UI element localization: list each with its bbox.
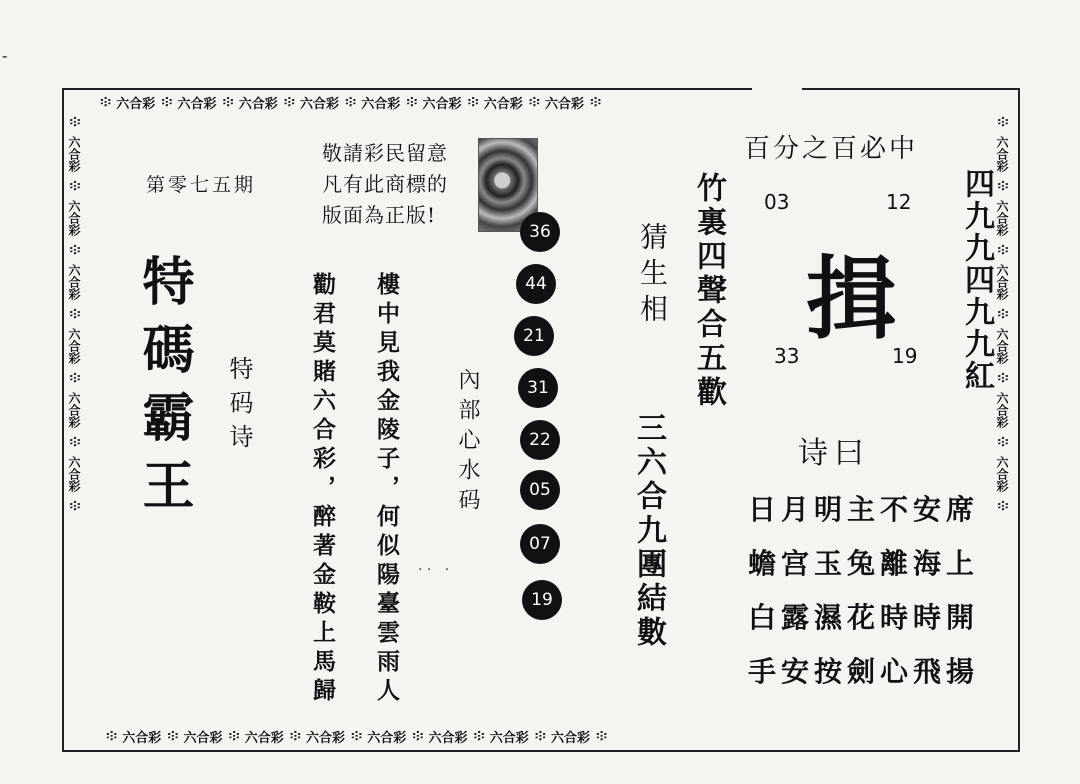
inner-tip-label: 內部心水码 — [455, 368, 480, 518]
brand-mark: 六合彩 — [67, 392, 81, 428]
ornament-icon: ፨ — [106, 726, 117, 745]
ornament-icon: ፨ — [69, 368, 80, 387]
poem-line: 白露濕花時時開 — [748, 601, 980, 634]
notice-line: 版面為正版! — [322, 203, 437, 227]
number-ball: 22 — [520, 420, 560, 460]
ornament-icon: ፨ — [69, 496, 80, 515]
poem-column-2: 樓中見我金陵子，何似陽臺雲雨人 — [373, 272, 400, 707]
poem-label: 特码诗 — [225, 356, 253, 458]
ornament-icon: ፨ — [534, 726, 545, 745]
ornament-icon: ፨ — [412, 726, 423, 745]
ornament-icon: ፨ — [596, 726, 607, 745]
number-ball: 21 — [514, 316, 554, 356]
ornament-icon: ፨ — [69, 432, 80, 451]
ornament-icon: ፨ — [997, 432, 1008, 451]
brand-mark: 六合彩 — [67, 456, 81, 492]
ornament-icon: ፨ — [69, 304, 80, 323]
page-title: 特碼霸王 — [133, 254, 194, 526]
brand-mark: 六合彩 — [995, 392, 1009, 428]
ornament-icon: ፨ — [283, 92, 294, 111]
number-ball: 19 — [522, 580, 562, 620]
number-ball: 07 — [520, 524, 560, 564]
authenticity-notice — [322, 138, 448, 231]
brand-mark: 六合彩 — [483, 96, 523, 112]
ornament-icon: ፨ — [100, 92, 111, 111]
corner-number-bl: 33 — [774, 344, 800, 368]
brand-mark: 六合彩 — [67, 264, 81, 300]
ornament-icon: ፨ — [69, 240, 80, 259]
ornament-icon: ፨ — [345, 92, 356, 111]
feature-character: 揖 — [806, 246, 896, 352]
corner-number-br: 19 — [892, 344, 918, 368]
ornament-icon: ፨ — [167, 726, 178, 745]
ornament-icon: ፨ — [406, 92, 417, 111]
riddle-text: 竹裏四聲合五歡 — [691, 172, 726, 410]
guess-zodiac-label: 猜生相 — [636, 222, 669, 330]
left-border — [66, 112, 83, 516]
brand-mark: 六合彩 — [238, 96, 278, 112]
brand-mark: 六合彩 — [995, 264, 1009, 300]
ornament-icon: ፨ — [69, 112, 80, 131]
brand-mark: 六合彩 — [995, 200, 1009, 236]
ornament-icon: ፨ — [997, 240, 1008, 259]
brand-mark: 六合彩 — [67, 328, 81, 364]
brand-mark: 六合彩 — [244, 730, 284, 746]
number-ball: 05 — [520, 470, 560, 510]
ornament-icon: ፨ — [467, 92, 478, 111]
brand-mark: 六合彩 — [67, 200, 81, 236]
headline: 百分之百必中 — [744, 134, 919, 164]
brand-mark: 六合彩 — [183, 730, 223, 746]
brand-mark: 六合彩 — [305, 730, 345, 746]
ornament-icon: ፨ — [228, 726, 239, 745]
bottom-border — [106, 726, 606, 746]
issue-number: 第零七五期 — [146, 174, 257, 196]
frame-gap — [752, 82, 802, 94]
side-slogan: 四九九四九九紅 — [959, 168, 994, 392]
brand-mark: 六合彩 — [299, 96, 339, 112]
brand-mark: 六合彩 — [995, 136, 1009, 172]
ornament-icon: ፨ — [289, 726, 300, 745]
brand-mark: 六合彩 — [116, 96, 156, 112]
ornament-icon: ፨ — [351, 726, 362, 745]
ornament-icon: ፨ — [590, 92, 601, 111]
margin-mark: - — [2, 46, 8, 65]
brand-mark: 六合彩 — [544, 96, 584, 112]
brand-mark: 六合彩 — [367, 730, 407, 746]
notice-line: 凡有此商標的 — [322, 172, 448, 196]
brand-mark: 六合彩 — [489, 730, 529, 746]
corner-number-tr: 12 — [886, 190, 912, 214]
poem-heading: 诗曰 — [798, 436, 870, 471]
ornament-icon: ፨ — [997, 368, 1008, 387]
ornament-icon: ፨ — [473, 726, 484, 745]
brand-mark: 六合彩 — [550, 730, 590, 746]
ornament-icon: ፨ — [997, 112, 1008, 131]
ornament-icon: ፨ — [69, 176, 80, 195]
poem-line: 手安按劍心飛揚 — [748, 655, 980, 688]
notice-line: 敬請彩民留意 — [322, 141, 448, 165]
poem-column-1: 勸君莫賭六合彩，醉著金鞍上馬歸 — [309, 272, 336, 707]
ornament-icon: ፨ — [997, 304, 1008, 323]
brand-mark: 六合彩 — [122, 730, 162, 746]
brand-mark: 六合彩 — [67, 136, 81, 172]
poem-line: 蟾宫玉兔離海上 — [748, 547, 980, 580]
number-ball: 44 — [516, 264, 556, 304]
brand-mark: 六合彩 — [177, 96, 217, 112]
ornament-icon: ፨ — [161, 92, 172, 111]
brand-mark: 六合彩 — [428, 730, 468, 746]
ornament-icon: ፨ — [997, 496, 1008, 515]
number-ball: 31 — [518, 368, 558, 408]
ornament-icon: ፨ — [222, 92, 233, 111]
dot-marks: · · · — [418, 562, 450, 578]
number-ball: 36 — [520, 212, 560, 252]
brand-mark: 六合彩 — [995, 456, 1009, 492]
riddle-answer: 三六合九團結數 — [631, 412, 666, 650]
top-border — [100, 92, 600, 112]
brand-mark: 六合彩 — [995, 328, 1009, 364]
brand-mark: 六合彩 — [422, 96, 462, 112]
brand-mark: 六合彩 — [361, 96, 401, 112]
ornament-icon: ፨ — [528, 92, 539, 111]
corner-number-tl: 03 — [764, 190, 790, 214]
ornament-icon: ፨ — [997, 176, 1008, 195]
poem-line: 日月明主不安席 — [748, 493, 980, 526]
